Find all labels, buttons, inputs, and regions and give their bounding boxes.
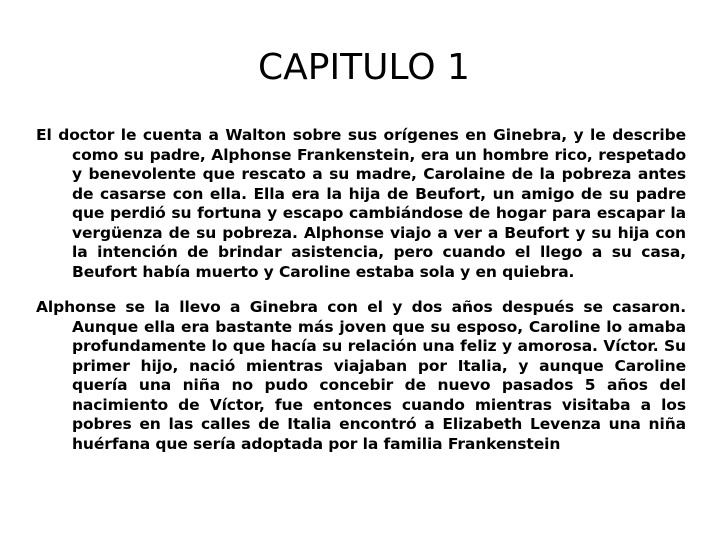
slide-title: CAPITULO 1: [258, 47, 470, 88]
paragraph-2: Alphonse se la llevo a Ginebra con el y dos años después se casaron. Aunque ella era bastante más joven que su esposo, Caroline lo amaba profundamente lo que hacía su relación una feliz y amorosa. Víctor. Su primer hijo, nació mientras viajaban por Italia, y aunque Caroline quería una niña no pudo concebir de nuevo pasados 5 años del nacimiento de Víctor, fue entonces cuando mientras visitaba a los pobres en las calles de Italia encontró a Elizabeth Levenza una niña huérfana que sería adoptada por la familia Frankenstein: [36, 298, 686, 453]
slide-body: [36, 126, 686, 470]
paragraph-1: El doctor le cuenta a Walton sobre sus orígenes en Ginebra, y le describe como su padre, Alphonse Frankenstein, era un hombre rico, respetado y benevolente que rescato a su madre, Carolaine de la pobreza antes de casarse con ella. Ella era la hija de Beufort, un amigo de su padre que perdió su fortuna y escapo cambiándose de hogar para escapar la vergüenza de su pobreza. Alphonse viajo a ver a Beufort y su hija con la intención de brindar asistencia, pero cuando el llego a su casa, Beufort había muerto y Caroline estaba sola y en quiebra.: [36, 126, 686, 281]
